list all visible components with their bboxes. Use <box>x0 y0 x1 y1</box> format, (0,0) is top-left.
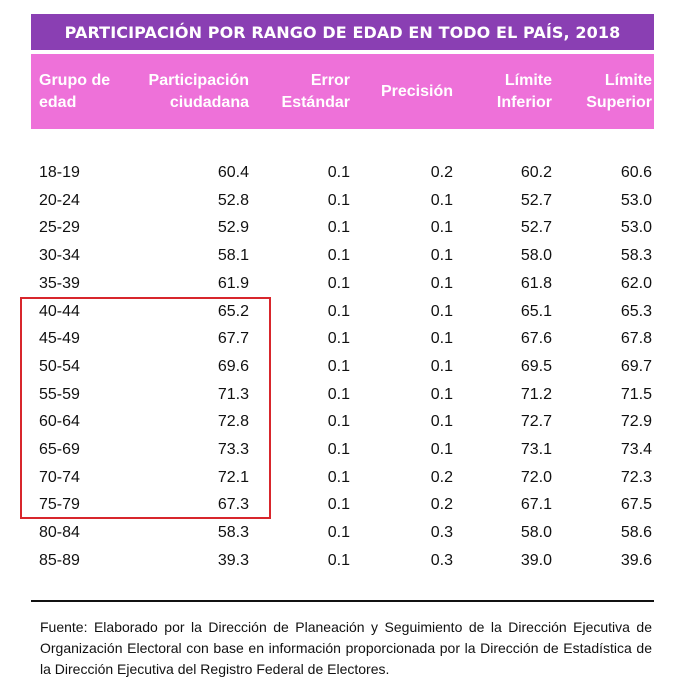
cell-grupo-de-edad: 20-24 <box>39 191 80 209</box>
cell-participacion: 72.1 <box>217 468 249 486</box>
cell-precision: 0.2 <box>430 468 453 486</box>
cell-limite-superior: 53.0 <box>620 191 652 209</box>
cell-error-estandar: 0.1 <box>327 191 350 209</box>
cell-precision: 0.2 <box>430 164 453 181</box>
cell-error-estandar: 0.1 <box>327 551 350 569</box>
header-limite-inferior <box>497 70 552 114</box>
cell-precision: 0.1 <box>430 274 453 292</box>
header-line: Grupo de <box>39 72 111 89</box>
cell-error-estandar: 0.1 <box>327 496 350 514</box>
cell-participacion: 39.3 <box>217 551 249 569</box>
header-line: Estándar <box>281 94 350 111</box>
cell-limite-superior: 62.0 <box>620 274 652 292</box>
header-grupo-de-edad <box>39 70 110 114</box>
cell-participacion: 67.7 <box>217 330 249 348</box>
header-line: Límite <box>604 72 652 89</box>
table-row <box>0 271 700 296</box>
cell-error-estandar: 0.1 <box>327 441 350 458</box>
table-row <box>0 188 700 213</box>
header-error-estandar <box>282 70 350 114</box>
header-line: edad <box>39 94 77 111</box>
cell-grupo-de-edad: 50-54 <box>39 357 80 375</box>
cell-limite-inferior: 60.2 <box>520 164 552 181</box>
header-limite-superior <box>586 70 652 114</box>
table-row <box>0 548 700 573</box>
cell-precision: 0.1 <box>430 385 453 403</box>
cell-limite-superior: 73.4 <box>620 441 652 458</box>
cell-grupo-de-edad: 80-84 <box>39 524 80 542</box>
cell-grupo-de-edad: 75-79 <box>39 496 80 514</box>
cell-grupo-de-edad: 40-44 <box>39 302 80 320</box>
cell-participacion: 67.3 <box>217 496 249 514</box>
header-line: ciudadana <box>169 94 249 111</box>
header-line: Límite <box>504 72 552 89</box>
cell-precision: 0.1 <box>430 302 453 320</box>
cell-error-estandar: 0.1 <box>327 274 350 292</box>
cell-error-estandar: 0.1 <box>327 302 350 320</box>
cell-limite-inferior: 73.1 <box>520 441 552 458</box>
cell-limite-superior: 53.0 <box>620 219 652 237</box>
cell-precision: 0.3 <box>430 551 453 569</box>
header-line: Error <box>310 72 350 89</box>
cell-limite-inferior: 67.6 <box>520 330 552 348</box>
cell-grupo-de-edad: 55-59 <box>39 385 80 403</box>
table-row <box>0 160 700 185</box>
cell-precision: 0.1 <box>430 247 453 265</box>
cell-precision: 0.3 <box>430 524 453 542</box>
cell-limite-inferior: 69.5 <box>520 357 552 375</box>
cell-limite-superior: 71.5 <box>620 385 652 403</box>
cell-error-estandar: 0.1 <box>327 468 350 486</box>
cell-limite-inferior: 71.2 <box>520 385 552 403</box>
table-row <box>0 215 700 240</box>
cell-error-estandar: 0.1 <box>327 330 350 348</box>
cell-limite-superior: 72.9 <box>620 413 652 431</box>
cell-participacion: 52.9 <box>217 219 249 237</box>
cell-grupo-de-edad: 60-64 <box>39 413 80 431</box>
cell-limite-inferior: 72.0 <box>520 468 552 486</box>
cell-grupo-de-edad: 18-19 <box>39 164 80 181</box>
cell-error-estandar: 0.1 <box>327 357 350 375</box>
cell-limite-superior: 72.3 <box>620 468 652 486</box>
cell-participacion: 61.9 <box>217 274 249 292</box>
cell-error-estandar: 0.1 <box>327 524 350 542</box>
cell-participacion: 72.8 <box>217 413 249 431</box>
cell-participacion: 69.6 <box>217 357 249 375</box>
cell-limite-inferior: 72.7 <box>520 413 552 431</box>
cell-precision: 0.2 <box>430 496 453 514</box>
cell-limite-inferior: 58.0 <box>520 524 552 542</box>
highlight-box <box>20 297 271 519</box>
header-line: Participación <box>148 72 249 89</box>
cell-participacion: 65.2 <box>217 302 249 320</box>
cell-precision: 0.1 <box>430 357 453 375</box>
cell-limite-inferior: 65.1 <box>520 302 552 320</box>
cell-grupo-de-edad: 35-39 <box>39 274 80 292</box>
cell-limite-superior: 60.6 <box>620 164 652 181</box>
cell-grupo-de-edad: 70-74 <box>39 468 80 486</box>
cell-error-estandar: 0.1 <box>327 247 350 265</box>
cell-precision: 0.1 <box>430 413 453 431</box>
cell-limite-superior: 67.8 <box>620 330 652 348</box>
cell-participacion: 58.3 <box>217 524 249 542</box>
cell-precision: 0.1 <box>430 441 453 458</box>
cell-limite-superior: 58.6 <box>620 524 652 542</box>
cell-grupo-de-edad: 45-49 <box>39 330 80 348</box>
source-note: Fuente: Elaborado por la Dirección de Planeación y Seguimiento de la Dirección Ejecutiva de Organización Electoral con base en información proporcionada por la Dirección de Estadística de la Dirección Ejecutiva del Registro Federal de Electores. <box>40 619 652 677</box>
cell-participacion: 73.3 <box>217 441 249 458</box>
header-line: Superior <box>586 94 652 111</box>
cell-grupo-de-edad: 30-34 <box>39 247 80 265</box>
cell-limite-superior: 39.6 <box>620 551 652 569</box>
header-line: Inferior <box>496 94 552 111</box>
cell-limite-inferior: 39.0 <box>520 551 552 569</box>
cell-error-estandar: 0.1 <box>327 164 350 181</box>
cell-grupo-de-edad: 25-29 <box>39 219 80 237</box>
header-precision <box>381 81 453 103</box>
header-participacion-ciudadana <box>149 70 249 114</box>
cell-error-estandar: 0.1 <box>327 219 350 237</box>
cell-participacion: 60.4 <box>217 164 249 181</box>
cell-participacion: 58.1 <box>217 247 249 265</box>
cell-limite-inferior: 58.0 <box>520 247 552 265</box>
cell-precision: 0.1 <box>430 219 453 237</box>
table-title: PARTICIPACIÓN POR RANGO DE EDAD EN TODO EL PAÍS, 2018 <box>31 14 654 50</box>
cell-limite-superior: 69.7 <box>620 357 652 375</box>
footer-divider <box>31 600 654 602</box>
cell-limite-inferior: 52.7 <box>520 191 552 209</box>
cell-grupo-de-edad: 85-89 <box>39 551 80 569</box>
header-line: Precisión <box>380 83 453 100</box>
cell-participacion: 52.8 <box>217 191 249 209</box>
cell-precision: 0.1 <box>430 330 453 348</box>
cell-limite-inferior: 61.8 <box>520 274 552 292</box>
cell-limite-superior: 67.5 <box>620 496 652 514</box>
cell-grupo-de-edad: 65-69 <box>39 441 80 458</box>
table-row <box>0 520 700 545</box>
cell-limite-inferior: 67.1 <box>520 496 552 514</box>
cell-limite-superior: 65.3 <box>620 302 652 320</box>
cell-limite-superior: 58.3 <box>620 247 652 265</box>
cell-participacion: 71.3 <box>217 385 249 403</box>
cell-error-estandar: 0.1 <box>327 385 350 403</box>
cell-precision: 0.1 <box>430 191 453 209</box>
cell-limite-inferior: 52.7 <box>520 219 552 237</box>
cell-error-estandar: 0.1 <box>327 413 350 431</box>
table-row <box>0 243 700 268</box>
